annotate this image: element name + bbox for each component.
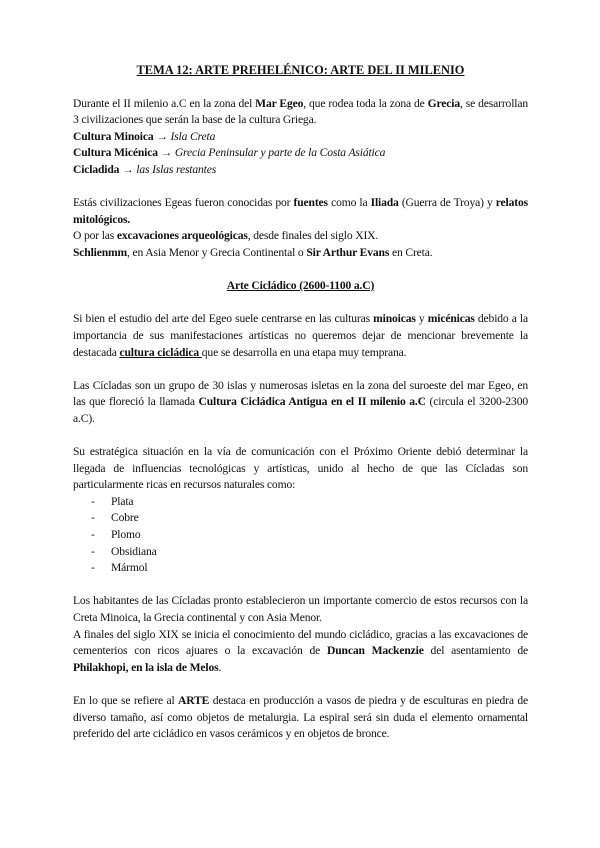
list-item: - Obsidiana bbox=[91, 544, 528, 561]
p5-text-2: del asentamiento de bbox=[423, 644, 528, 658]
culture-name: Cicladida bbox=[73, 162, 120, 176]
relatos-term: relatos mitológicos. bbox=[73, 196, 528, 226]
arrow-icon: → bbox=[157, 146, 175, 160]
culture-name: Cultura Micénica bbox=[73, 146, 158, 160]
philakhopi-term: Philakhopi, en la isla de Melos bbox=[73, 660, 219, 674]
fuentes-term: fuentes bbox=[293, 196, 328, 210]
paragraph-5 bbox=[73, 627, 528, 677]
culture-item-micenica bbox=[73, 145, 528, 162]
list-item: - Cobre bbox=[91, 510, 528, 527]
sources-text-3: (Guerra de Troya) y bbox=[398, 196, 496, 210]
paragraph-1 bbox=[73, 311, 528, 361]
p1-text-1: Si bien el estudio del arte del Egeo suele centrarse en las culturas bbox=[73, 312, 374, 326]
sources-text-1: Estás civilizaciones Egeas fueron conocidas por bbox=[73, 196, 294, 210]
list-item: - Plata bbox=[91, 494, 528, 511]
list-item: - Plomo bbox=[91, 527, 528, 544]
culture-item-minoica bbox=[73, 129, 528, 146]
page-title: TEMA 12: ARTE PREHELÉNICO: ARTE DEL II MILENIO bbox=[136, 63, 465, 77]
resources-list bbox=[73, 494, 528, 577]
sources-text-7: en Creta. bbox=[389, 245, 433, 259]
p2-text-1: Las Cícladas son un grupo de 30 islas y numerosas isletas en la zona del suroeste del mar Egeo, en las que floreció la llamada bbox=[73, 378, 528, 409]
arte-term: ARTE bbox=[178, 693, 210, 707]
intro-paragraph bbox=[73, 96, 528, 129]
arrow-icon: → bbox=[119, 162, 137, 176]
intro-text-3: , se desarrollan 3 civilizaciones que serán la base de la cultura Griega. bbox=[73, 96, 528, 127]
mar-egeo-term: Mar Egeo bbox=[255, 96, 304, 110]
paragraph-4: Los habitantes de las Cícladas pronto establecieron un importante comercio de estos recursos con la Creta Minoica, la Grecia continental y con Asia Menor. bbox=[73, 594, 528, 624]
list-item: - Mármol bbox=[91, 560, 528, 577]
arrow-icon: → bbox=[153, 129, 171, 143]
archaeologists-line bbox=[73, 245, 528, 262]
section-heading bbox=[73, 278, 528, 295]
cultura-ciclidica-antigua-term: Cultura Cicládica Antigua en el II milenio a.C bbox=[198, 395, 426, 409]
p1-text-3: debido a la importancia de sus manifestaciones artísticas no queremos dejar de mencionar brevemente la destacada bbox=[73, 312, 528, 359]
cultura-ciclidica-term: cultura cicládica bbox=[119, 345, 202, 359]
section-title: Arte Cicládico (2600-1100 a.C) bbox=[226, 279, 375, 293]
culture-name: Cultura Minoica bbox=[73, 129, 154, 143]
evans-term: Sir Arthur Evans bbox=[306, 245, 390, 259]
iliada-term: Iliada bbox=[370, 196, 399, 210]
p5-text-3: . bbox=[218, 660, 222, 674]
sources-text-6: , en Asia Menor y Grecia Continental o bbox=[127, 245, 307, 259]
culture-place: Isla Creta bbox=[170, 129, 216, 143]
sources-text-5: , desde finales del siglo XIX. bbox=[247, 229, 379, 243]
sources-paragraph bbox=[73, 195, 528, 228]
culture-item-cicladida bbox=[73, 162, 528, 179]
p2-text-2: (circula el 3200-2300 a.C). bbox=[73, 395, 528, 425]
document-page bbox=[73, 62, 528, 743]
intro-text-2: , que rodea toda la zona de bbox=[303, 96, 428, 110]
culture-place: Grecia Peninsular y parte de la Costa Asiática bbox=[174, 146, 386, 160]
culture-list bbox=[73, 129, 528, 179]
excavaciones-term: excavaciones arqueológicas bbox=[116, 229, 248, 243]
p5-text-1: A finales del siglo XIX se inicia el conocimiento del mundo cicládico, gracias a las excavaciones de cementerios con ricos ajuares o la excavación de bbox=[73, 627, 528, 658]
sources-text-2: como la bbox=[327, 196, 371, 210]
culture-place: las Islas restantes bbox=[136, 162, 217, 176]
duncan-term: Duncan Mackenzie bbox=[327, 644, 424, 658]
intro-text-1: Durante el II milenio a.C en la zona del bbox=[73, 96, 256, 110]
p1-text-4: que se desarrolla en una etapa muy temprana. bbox=[201, 345, 407, 359]
paragraph-2 bbox=[73, 378, 528, 428]
micenicas-term: micénicas bbox=[427, 312, 475, 326]
minoicas-term: minoicas bbox=[373, 312, 416, 326]
sources-text-4: O por las bbox=[73, 229, 117, 243]
grecia-term: Grecia bbox=[427, 96, 461, 110]
schliemann-term: Schlienmm bbox=[73, 245, 128, 259]
p1-text-2: y bbox=[415, 312, 428, 326]
paragraph-3: Su estratégica situación en la vía de comunicación con el Próximo Oriente debió determinar la llegada de influencias tecnológicas y artísticas, unido al hecho de que las Cícladas son particularmente ricas en recursos naturales como: bbox=[73, 445, 528, 492]
p6-text-2: destaca en producción a vasos de piedra y de esculturas en piedra de diverso tamaño, así como objetos de metalurgia. La espiral será sin duda el elemento ornamental preferido del arte cicládico en vasos cerámicos y en objetos de bronce. bbox=[73, 693, 528, 741]
p6-text-1: En lo que se refiere al bbox=[73, 693, 179, 707]
excavations-line bbox=[73, 228, 528, 245]
paragraph-6 bbox=[73, 693, 528, 743]
